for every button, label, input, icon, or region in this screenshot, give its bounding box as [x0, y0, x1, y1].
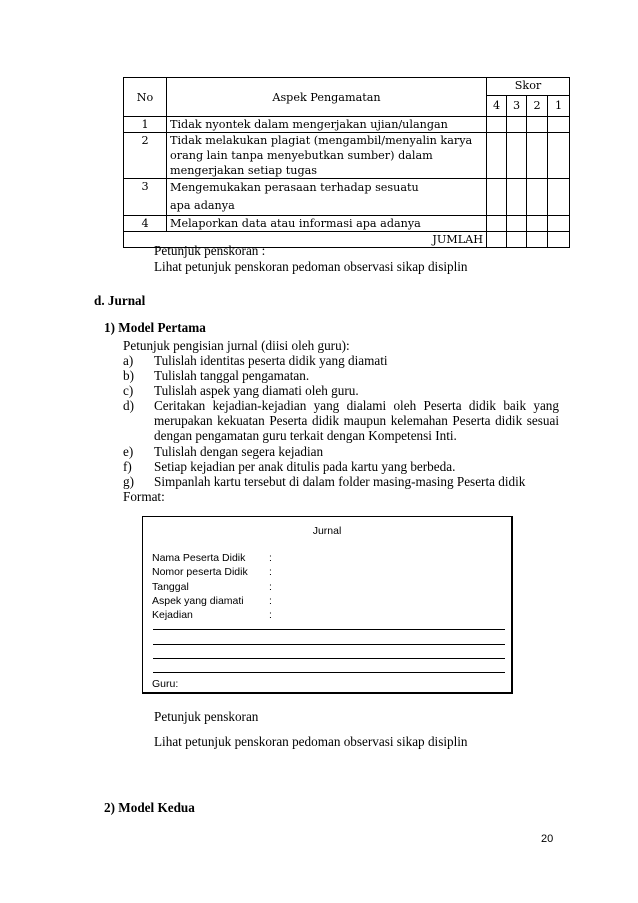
list-item — [123, 398, 559, 443]
writing-line — [153, 658, 505, 659]
instructions-intro: Petunjuk pengisian jurnal (diisi oleh guru): — [123, 338, 350, 353]
field-label: Aspek yang diamati — [152, 595, 244, 607]
row-no: 3 — [124, 179, 167, 216]
list-text: Tulislah tanggal pengamatan. — [154, 368, 310, 384]
list-item — [123, 368, 559, 383]
petunjuk-text: Lihat petunjuk penskoran pedoman observasi sikap disiplin — [154, 734, 468, 749]
guru-label: Guru: — [152, 678, 179, 690]
list-marker: a) — [123, 353, 134, 368]
field-label: Tanggal — [152, 581, 189, 593]
list-marker: e) — [123, 443, 134, 459]
petunjuk-text: Lihat petunjuk penskoran pedoman observasi sikap disiplin — [154, 259, 468, 274]
observation-table — [123, 77, 570, 248]
petunjuk-title: Petunjuk penskoran : — [154, 243, 266, 258]
list-text: Tulislah identitas peserta didik yang diamati — [154, 353, 388, 368]
list-item — [123, 353, 559, 368]
field-colon: : — [269, 581, 272, 593]
row-aspek: Tidak melakukan plagiat (mengambil/menyalin karya orang lain tanpa menyebutkan sumber) dalam mengerjakan setiap tugas — [167, 133, 487, 179]
table-row — [124, 133, 570, 179]
header-aspek: Aspek Pengamatan — [167, 78, 487, 117]
list-marker: c) — [123, 383, 134, 399]
subsection-heading: 2) Model Kedua — [104, 800, 195, 815]
writing-line — [153, 672, 505, 673]
list-text: Setiap kejadian per anak ditulis pada kartu yang berbeda. — [154, 458, 456, 474]
row-no: 4 — [124, 216, 167, 232]
list-item — [123, 444, 559, 459]
row-no: 1 — [124, 117, 167, 133]
field-label: Kejadian — [152, 609, 193, 621]
field-colon: : — [269, 609, 272, 621]
jurnal-format-box — [142, 516, 513, 694]
table-row — [124, 179, 570, 216]
field-label: Nama Peserta Didik — [152, 552, 246, 564]
field-colon: : — [269, 566, 272, 578]
list-text: Tulislah dengan segera kejadian — [154, 443, 324, 459]
table-row — [124, 216, 570, 232]
subsection-heading: 1) Model Pertama — [104, 320, 206, 335]
score-header: 2 — [527, 96, 548, 117]
list-text: Tulislah aspek yang diamati oleh guru. — [154, 383, 359, 399]
list-marker: b) — [123, 368, 134, 384]
list-text: Simpanlah kartu tersebut di dalam folder masing-masing Peserta didik — [154, 473, 526, 489]
writing-line — [153, 629, 505, 630]
petunjuk-title: Petunjuk penskoran — [154, 709, 259, 724]
header-skor: Skor — [487, 78, 570, 96]
jurnal-title: Jurnal — [312, 525, 342, 537]
score-header: 4 — [487, 96, 507, 117]
score-header: 1 — [548, 96, 570, 117]
list-item — [123, 383, 559, 398]
instructions-list — [123, 353, 559, 504]
header-no: No — [124, 78, 167, 117]
field-colon: : — [269, 552, 272, 564]
section-heading: d. Jurnal — [94, 293, 146, 308]
field-colon: : — [269, 595, 272, 607]
list-marker: d) — [123, 398, 134, 414]
table-row — [124, 117, 570, 133]
row-aspek: Tidak nyontek dalam mengerjakan ujian/ulangan — [167, 117, 487, 133]
list-item — [123, 459, 559, 474]
page-number: 20 — [541, 833, 554, 845]
jumlah-label: JUMLAH — [124, 232, 487, 248]
list-marker: f) — [123, 458, 132, 474]
field-label: Nomor peserta Didik — [152, 566, 248, 578]
list-text: Ceritakan kejadian-kejadian yang dialami oleh Peserta didik baik yang merupakan kekuatan Peserta didik maupun kelemahan Peserta didik sesuai dengan pengamatan guru terkait dengan Kompetensi Inti. — [154, 398, 559, 444]
row-aspek: Mengemukakan perasaan terhadap sesuatu apa adanya — [167, 179, 487, 216]
format-label: Format: — [123, 488, 165, 504]
row-aspek: Melaporkan data atau informasi apa adanya — [167, 216, 487, 232]
row-no: 2 — [124, 133, 167, 179]
writing-line — [153, 644, 505, 645]
list-item — [123, 474, 559, 489]
list-marker: g) — [123, 473, 134, 489]
score-header: 3 — [507, 96, 527, 117]
